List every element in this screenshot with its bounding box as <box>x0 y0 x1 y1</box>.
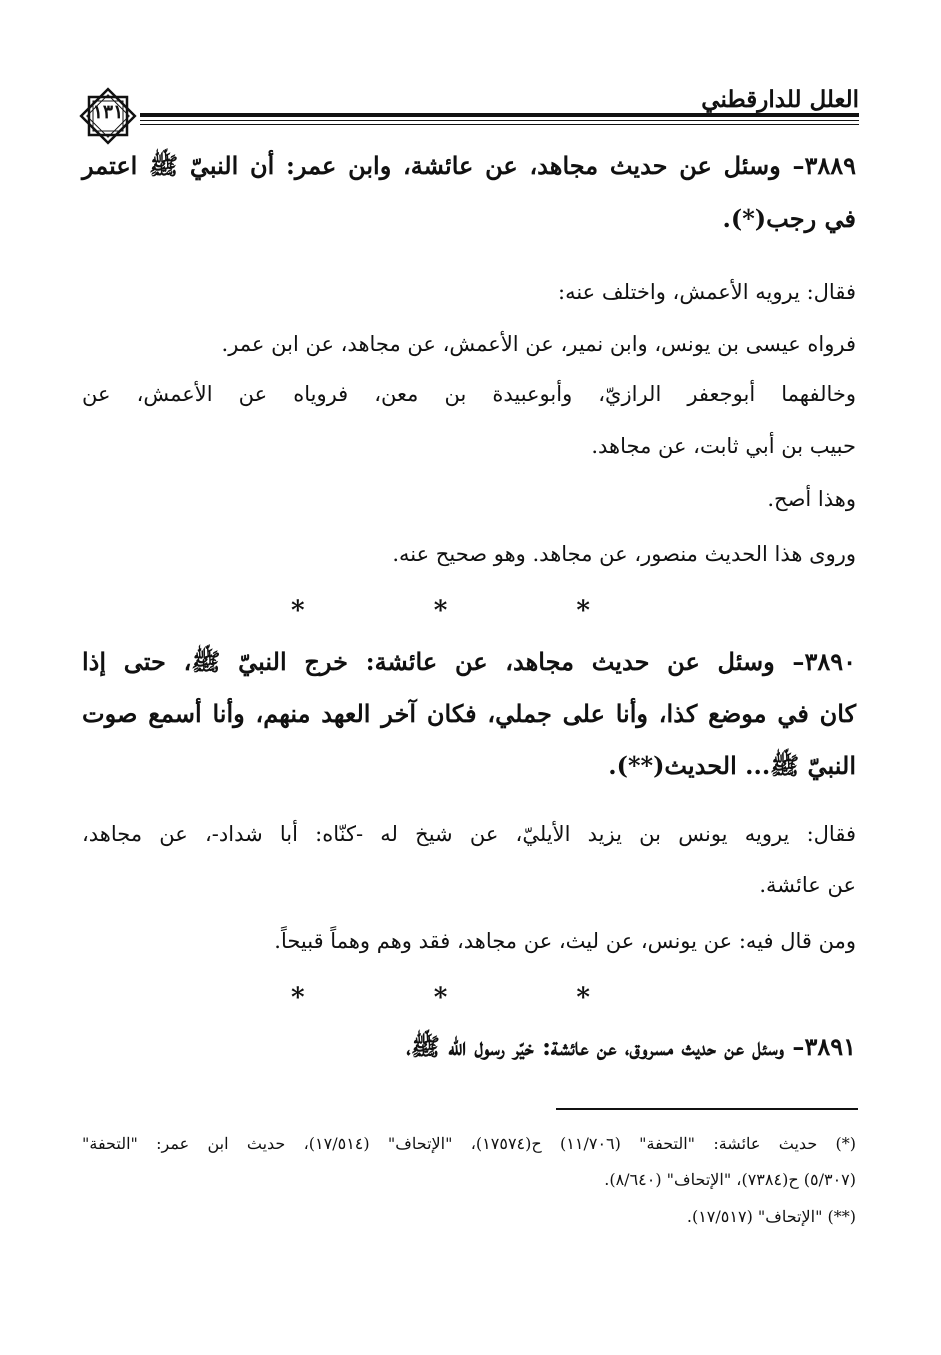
entry-3889-answer-line: حبيب بن أبي ثابت، عن مجاهد. <box>591 434 856 458</box>
footnote-rule <box>556 1108 858 1110</box>
entry-3889-answer-line: وخالفهما أبوجعفر الرازيّ، وأبوعبيدة بن معن، فروياه عن الأعمش، عن <box>82 382 856 406</box>
entry-3890-answer-line: فقال: يرويه يونس بن يزيد الأيليّ، عن شيخ له -كنّاه: أبا شداد-، عن مجاهد، <box>82 822 856 846</box>
book-title: العلل للدارقطني <box>701 86 859 113</box>
page-number: ١٣١ <box>92 101 124 123</box>
footnote-2: (**) "الإتحاف" (١٧/٥١٧). <box>686 1207 856 1226</box>
header-rule <box>140 113 859 117</box>
header-rule-thin <box>140 120 859 121</box>
footnote-1-line-1: (*) حديث عائشة: "التحفة" (١١/٧٠٦) ح(١٧٥٧٤)، "الإتحاف" (١٧/٥١٤)، حديث ابن عمر: "التحفة" <box>82 1134 856 1153</box>
entry-3889-answer-line: وهذا أصح. <box>767 487 856 511</box>
header-rule-thin-2 <box>140 124 859 125</box>
footnote-1-line-2: (٥/٣٠٧) ح(٧٣٨٤)، "الإتحاف" (٨/٦٤٠). <box>604 1170 856 1189</box>
entry-3889-question-line-2: في رجب(*). <box>722 204 856 233</box>
section-separator: * * * <box>291 596 650 626</box>
entry-3889-answer-line: فقال: يرويه الأعمش، واختلف عنه: <box>558 280 856 304</box>
entry-3890-answer-line: عن عائشة. <box>759 873 856 897</box>
entry-3890-question-line-1: ٣٨٩٠– وسئل عن حديث مجاهد، عن عائشة: خرج النبيّ ﷺ، حتى إذا <box>82 647 856 676</box>
entry-3889-answer-line: وروى هذا الحديث منصور، عن مجاهد. وهو صحيح عنه. <box>392 542 856 566</box>
section-separator: * * * <box>291 983 650 1013</box>
entry-3890-question-line-2: كان في موضع كذا، وأنا على جملي، فكان آخر العهد منهم، وأنا أسمع صوت <box>82 699 856 728</box>
entry-3891-question-line-1: ٣٨٩١– وسئل عن حديث مسروق، عن عائشة: خيّر رسول الله ﷺ، <box>406 1032 856 1061</box>
entry-3889-answer-line: فرواه عيسى بن يونس، وابن نمير، عن الأعمش، عن مجاهد، عن ابن عمر. <box>221 332 856 356</box>
entry-3889-question-line-1: ٣٨٨٩– وسئل عن حديث مجاهد، عن عائشة، وابن عمر: أن النبيّ ﷺ اعتمر <box>82 151 856 180</box>
entry-3890-answer-line: ومن قال فيه: عن يونس، عن ليث، عن مجاهد، فقد وهم وهماً قبيحاً. <box>274 929 856 953</box>
entry-3890-question-line-3: النبيّ ﷺ... الحديث(**). <box>608 751 856 780</box>
